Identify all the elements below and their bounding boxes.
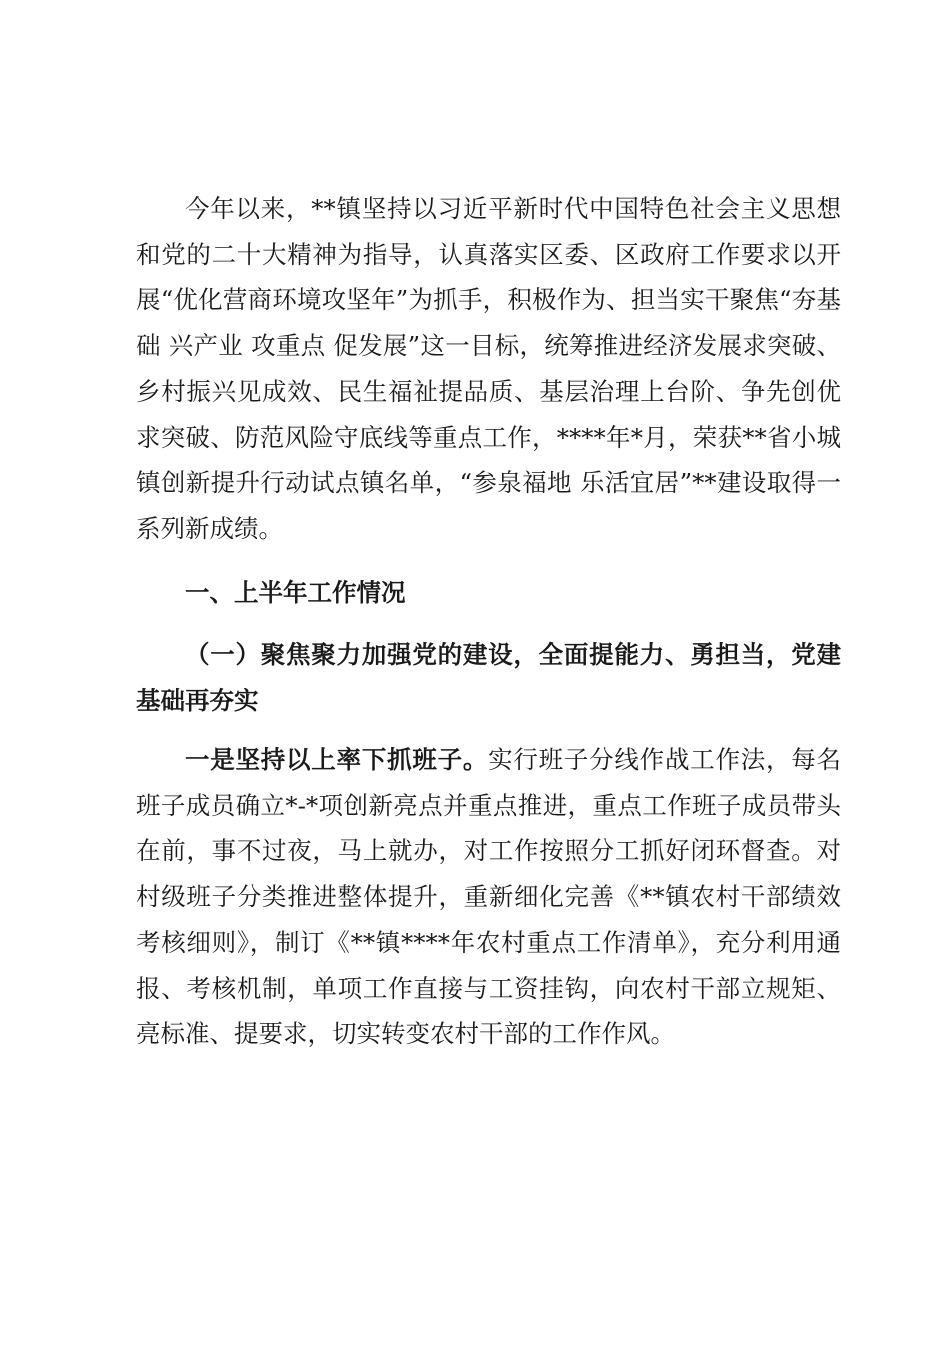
item-body: 实行班子分线作战工作法，每名班子成员确立*-*项创新亮点并重点推进，重点工作班子成员带头在前，事不过夜，马上就办，对工作按照分工抓好闭环督查。对村级班子分类推进整体提升，重新细化完善《**镇农村干部绩效考核细则》，制订《**镇****年农村重点工作清单》，充分利用通报、考核机制，单项工作直接与工资挂钩，向农村干部立规矩、亮标准、提要求，切实转变农村干部的工作作风。	[136, 745, 842, 1049]
subsection-heading: （一）聚焦聚力加强党的建设，全面提能力、勇担当，党建基础再夯实	[136, 640, 841, 715]
item-lead: 一是坚持以上率下抓班子。	[185, 745, 489, 774]
section-heading: 一、上半年工作情况	[185, 578, 406, 607]
item-paragraph	[136, 737, 841, 1057]
intro-paragraph: 今年以来，**镇坚持以习近平新时代中国特色社会主义思想和党的二十大精神为指导，认真落实区委、区政府工作要求以开展“优化营商环境攻坚年”为抓手，积极作为、担当实干聚焦“夯基础 兴产业 攻重点 促发展”这一目标，统筹推进经济发展求突破、乡村振兴见成效、民生福祉提品质、基层治理上台阶、争先创优求突破、防范风险守底线等重点工作，****年*月，荣获**省小城镇创新提升行动试点镇名单，“参泉福地 乐活宜居”**建设取得一系列新成绩。	[136, 194, 841, 543]
